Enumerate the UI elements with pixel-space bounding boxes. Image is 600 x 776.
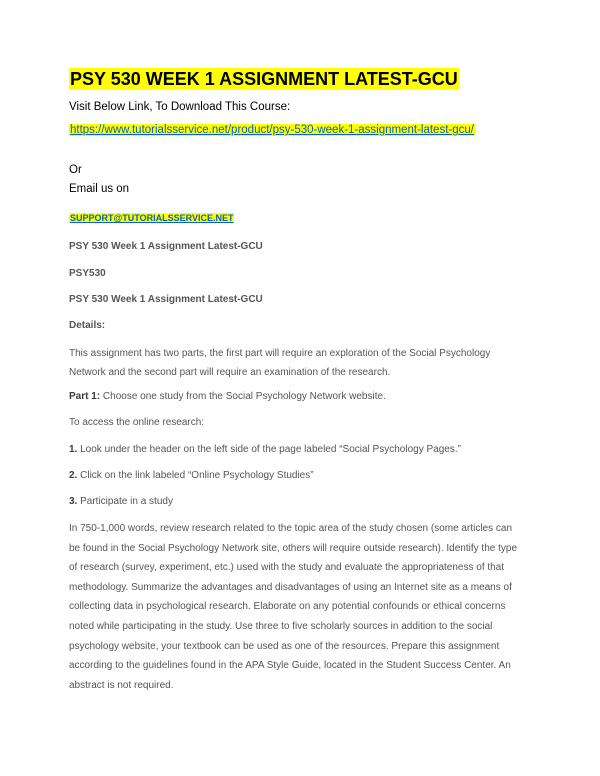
- access-text: To access the online research:: [69, 417, 205, 428]
- course-link-line: [69, 123, 475, 138]
- step-number: 2.: [69, 470, 78, 481]
- email-text: Email us on: [69, 183, 130, 195]
- details-label: Details:: [69, 320, 106, 331]
- part1-label: Part 1:: [69, 391, 101, 402]
- intro-paragraph: This assignment has two parts, the first part will require an exploration of the Social Psychology Network and the second part will require an examination of the research.: [69, 348, 491, 378]
- or-text: Or: [69, 164, 82, 176]
- main-paragraph: In 750-1,000 words, review research related to the topic area of the study chosen (some articles can be found in the Social Psychology Network site, others will require outside research). Identify the type of research (survey, experiment, etc.) used with the study and evaluate the appropriateness of that methodology. Summarize the advantages and disadvantages of using an Internet site as a means of collecting data in psychological research. Elaborate on any potential confounds or ethical concerns noted while participating in the study. Use three to five scholarly sources in addition to the social psychology website, your textbook can be used as one of the resources. Prepare this assignment according to the guidelines found in the APA Style Guide, located in the Student Success Center. An abstract is not required.: [69, 523, 518, 691]
- part1-text: Choose one study from the Social Psychology Network website.: [102, 391, 386, 402]
- step-text: Participate in a study: [80, 496, 173, 507]
- course-link[interactable]: https://www.tutorialsservice.net/product/psy-530-week-1-assignment-latest-gcu/: [70, 124, 474, 136]
- email-link[interactable]: SUPPORT@TUTORIALSSERVICE.NET: [70, 213, 234, 223]
- course-code: PSY530: [69, 268, 106, 279]
- step-text: Click on the link labeled “Online Psychology Studies”: [80, 470, 314, 481]
- step-number: 1.: [69, 444, 78, 455]
- step-text: Look under the header on the left side of the page labeled “Social Psychology Pages.”: [80, 444, 461, 455]
- email-line: [69, 211, 234, 226]
- assignment-heading: PSY 530 Week 1 Assignment Latest-GCU: [69, 241, 263, 252]
- page-title: PSY 530 WEEK 1 ASSIGNMENT LATEST-GCU: [70, 69, 458, 89]
- step-1: [69, 442, 461, 457]
- assignment-heading-repeat: PSY 530 Week 1 Assignment Latest-GCU: [69, 294, 263, 305]
- step-3: [69, 494, 173, 509]
- visit-text: Visit Below Link, To Download This Course:: [69, 101, 291, 113]
- step-2: [69, 468, 314, 483]
- part1-line: [69, 389, 386, 404]
- step-number: 3.: [69, 496, 78, 507]
